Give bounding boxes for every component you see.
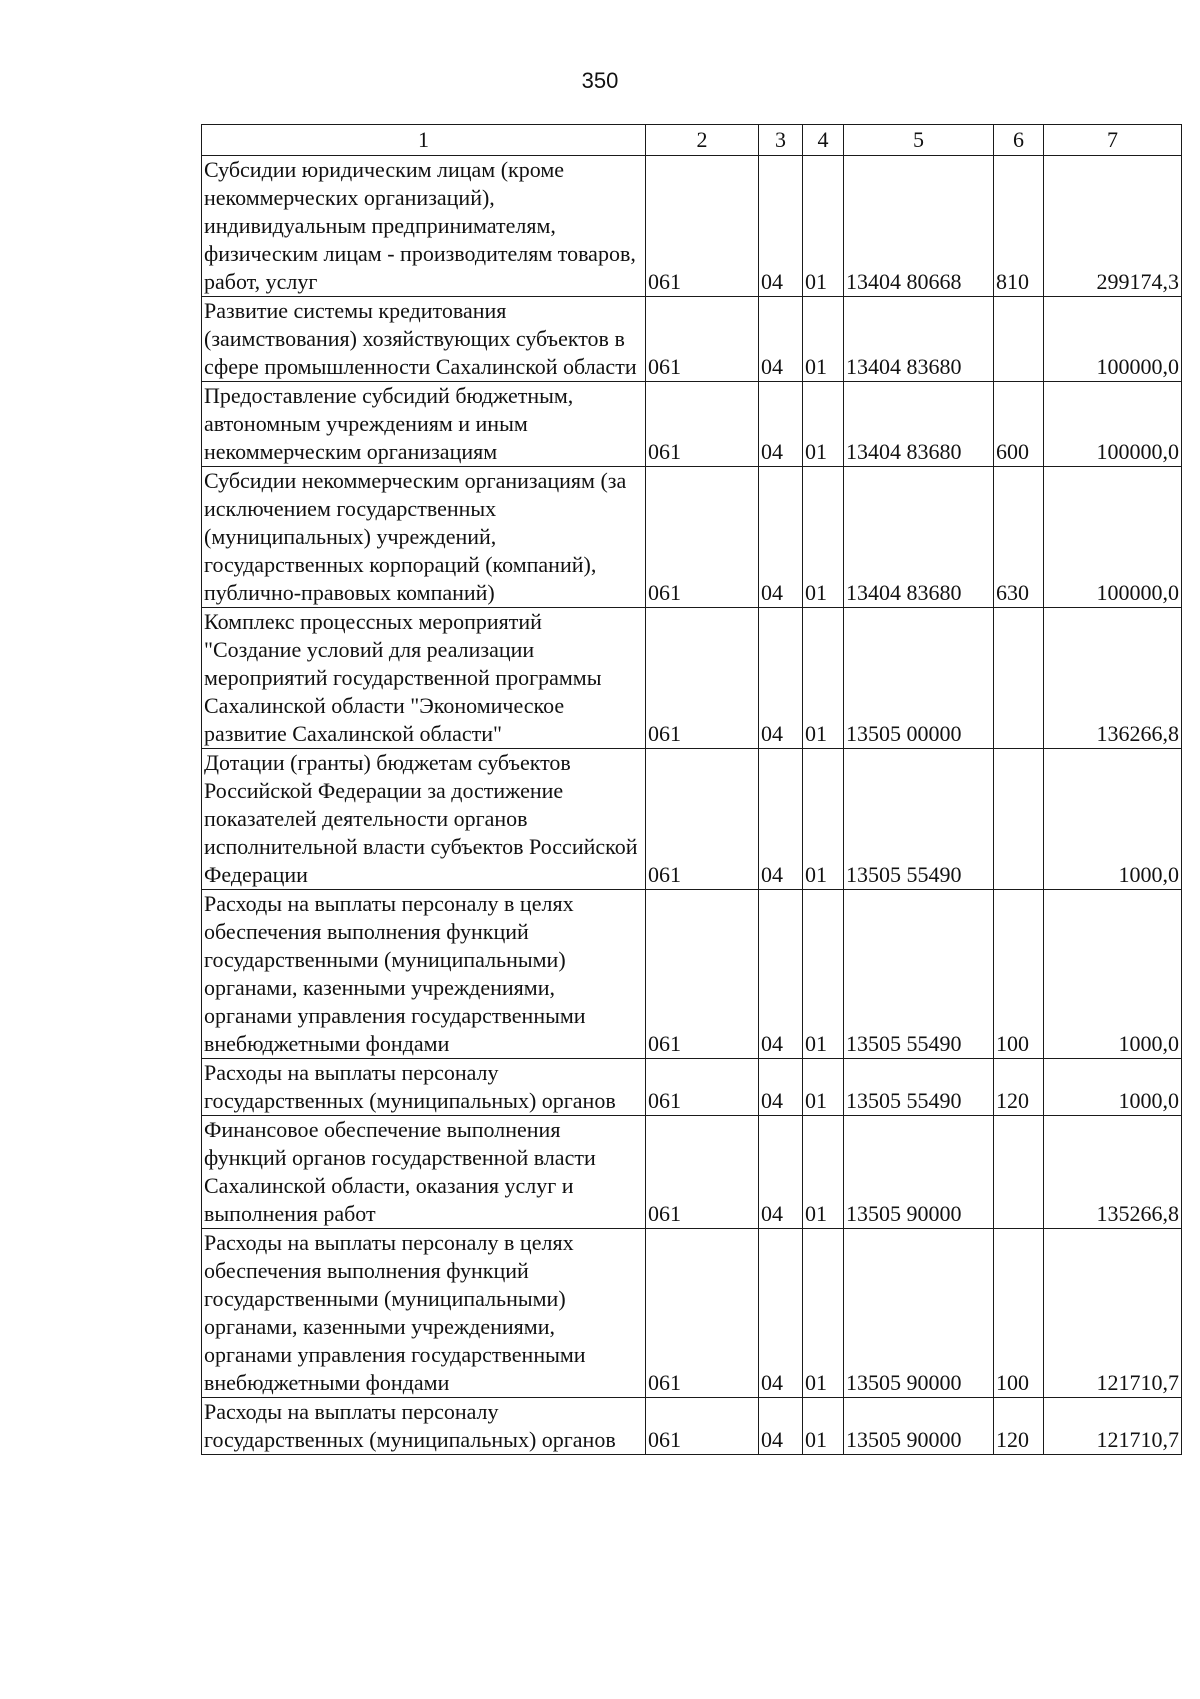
expense-name-cell: Дотации (гранты) бюджетам субъектов Российской Федерации за достижение показателей деятельности органов исполнительной власти субъектов Российской Федерации bbox=[202, 749, 646, 890]
ministry-code-cell: 061 bbox=[646, 297, 759, 382]
expense-type-cell: 120 bbox=[994, 1398, 1044, 1455]
column-header: 6 bbox=[994, 125, 1044, 156]
expense-type-cell bbox=[994, 1116, 1044, 1229]
target-article-cell: 13505 90000 bbox=[844, 1398, 994, 1455]
table-row bbox=[202, 382, 1182, 467]
table-body bbox=[202, 156, 1182, 1455]
column-header: 7 bbox=[1044, 125, 1182, 156]
ministry-code-cell: 061 bbox=[646, 1229, 759, 1398]
expense-name-cell: Финансовое обеспечение выполнения функций органов государственной власти Сахалинской области, оказания услуг и выполнения работ bbox=[202, 1116, 646, 1229]
amount-cell: 1000,0 bbox=[1044, 1059, 1182, 1116]
expense-name-cell: Расходы на выплаты персоналу государственных (муниципальных) органов bbox=[202, 1398, 646, 1455]
table-row bbox=[202, 1398, 1182, 1455]
section-code-cell: 04 bbox=[759, 1398, 803, 1455]
section-code-cell: 04 bbox=[759, 749, 803, 890]
amount-cell: 136266,8 bbox=[1044, 608, 1182, 749]
amount-cell: 121710,7 bbox=[1044, 1229, 1182, 1398]
ministry-code-cell: 061 bbox=[646, 382, 759, 467]
table-row bbox=[202, 749, 1182, 890]
target-article-cell: 13404 83680 bbox=[844, 382, 994, 467]
ministry-code-cell: 061 bbox=[646, 156, 759, 297]
table-row bbox=[202, 1059, 1182, 1116]
amount-cell: 121710,7 bbox=[1044, 1398, 1182, 1455]
ministry-code-cell: 061 bbox=[646, 749, 759, 890]
budget-table bbox=[201, 124, 1182, 1455]
amount-cell: 100000,0 bbox=[1044, 382, 1182, 467]
expense-name-cell: Субсидии некоммерческим организациям (за исключением государственных (муниципальных) учреждений, государственных корпораций (компаний), публично-правовых компаний) bbox=[202, 467, 646, 608]
target-article-cell: 13505 90000 bbox=[844, 1229, 994, 1398]
subsection-code-cell: 01 bbox=[803, 608, 844, 749]
amount-cell: 100000,0 bbox=[1044, 467, 1182, 608]
expense-type-cell: 630 bbox=[994, 467, 1044, 608]
expense-name-cell: Субсидии юридическим лицам (кроме некоммерческих организаций), индивидуальным предпринимателям, физическим лицам - производителям товаров, работ, услуг bbox=[202, 156, 646, 297]
subsection-code-cell: 01 bbox=[803, 890, 844, 1059]
expense-type-cell: 100 bbox=[994, 890, 1044, 1059]
subsection-code-cell: 01 bbox=[803, 1229, 844, 1398]
amount-cell: 299174,3 bbox=[1044, 156, 1182, 297]
ministry-code-cell: 061 bbox=[646, 608, 759, 749]
expense-type-cell: 600 bbox=[994, 382, 1044, 467]
expense-type-cell: 120 bbox=[994, 1059, 1044, 1116]
section-code-cell: 04 bbox=[759, 156, 803, 297]
subsection-code-cell: 01 bbox=[803, 749, 844, 890]
page-number: 350 bbox=[581, 68, 619, 93]
expense-type-cell: 810 bbox=[994, 156, 1044, 297]
table-row bbox=[202, 467, 1182, 608]
expense-type-cell bbox=[994, 608, 1044, 749]
section-code-cell: 04 bbox=[759, 1229, 803, 1398]
table-row bbox=[202, 1229, 1182, 1398]
subsection-code-cell: 01 bbox=[803, 1116, 844, 1229]
subsection-code-cell: 01 bbox=[803, 297, 844, 382]
expense-name-cell: Расходы на выплаты персоналу государственных (муниципальных) органов bbox=[202, 1059, 646, 1116]
column-header: 4 bbox=[803, 125, 844, 156]
table-row bbox=[202, 608, 1182, 749]
expense-type-cell bbox=[994, 297, 1044, 382]
table-row bbox=[202, 297, 1182, 382]
target-article-cell: 13505 55490 bbox=[844, 890, 994, 1059]
subsection-code-cell: 01 bbox=[803, 1398, 844, 1455]
section-code-cell: 04 bbox=[759, 467, 803, 608]
section-code-cell: 04 bbox=[759, 297, 803, 382]
expense-name-cell: Расходы на выплаты персоналу в целях обеспечения выполнения функций государственными (муниципальными) органами, казенными учреждениями, органами управления государственными внебюджетными фондами bbox=[202, 1229, 646, 1398]
amount-cell: 135266,8 bbox=[1044, 1116, 1182, 1229]
subsection-code-cell: 01 bbox=[803, 467, 844, 608]
header-row bbox=[202, 125, 1182, 156]
ministry-code-cell: 061 bbox=[646, 467, 759, 608]
ministry-code-cell: 061 bbox=[646, 890, 759, 1059]
target-article-cell: 13404 83680 bbox=[844, 297, 994, 382]
target-article-cell: 13505 00000 bbox=[844, 608, 994, 749]
amount-cell: 1000,0 bbox=[1044, 890, 1182, 1059]
section-code-cell: 04 bbox=[759, 1116, 803, 1229]
table-row bbox=[202, 156, 1182, 297]
section-code-cell: 04 bbox=[759, 1059, 803, 1116]
expense-name-cell: Комплекс процессных мероприятий "Создание условий для реализации мероприятий государственной программы Сахалинской области "Экономическое развитие Сахалинской области" bbox=[202, 608, 646, 749]
expense-name-cell: Предоставление субсидий бюджетным, автономным учреждениям и иным некоммерческим организациям bbox=[202, 382, 646, 467]
target-article-cell: 13505 55490 bbox=[844, 1059, 994, 1116]
subsection-code-cell: 01 bbox=[803, 156, 844, 297]
target-article-cell: 13505 55490 bbox=[844, 749, 994, 890]
amount-cell: 100000,0 bbox=[1044, 297, 1182, 382]
section-code-cell: 04 bbox=[759, 608, 803, 749]
ministry-code-cell: 061 bbox=[646, 1398, 759, 1455]
amount-cell: 1000,0 bbox=[1044, 749, 1182, 890]
column-header: 3 bbox=[759, 125, 803, 156]
section-code-cell: 04 bbox=[759, 382, 803, 467]
column-header: 1 bbox=[202, 125, 646, 156]
expense-name-cell: Расходы на выплаты персоналу в целях обеспечения выполнения функций государственными (муниципальными) органами, казенными учреждениями, органами управления государственными внебюджетными фондами bbox=[202, 890, 646, 1059]
ministry-code-cell: 061 bbox=[646, 1116, 759, 1229]
table-row bbox=[202, 890, 1182, 1059]
table-row bbox=[202, 1116, 1182, 1229]
ministry-code-cell: 061 bbox=[646, 1059, 759, 1116]
target-article-cell: 13404 80668 bbox=[844, 156, 994, 297]
expense-name-cell: Развитие системы кредитования (заимствования) хозяйствующих субъектов в сфере промышленности Сахалинской области bbox=[202, 297, 646, 382]
subsection-code-cell: 01 bbox=[803, 1059, 844, 1116]
expense-type-cell bbox=[994, 749, 1044, 890]
target-article-cell: 13404 83680 bbox=[844, 467, 994, 608]
column-header: 2 bbox=[646, 125, 759, 156]
section-code-cell: 04 bbox=[759, 890, 803, 1059]
expense-type-cell: 100 bbox=[994, 1229, 1044, 1398]
target-article-cell: 13505 90000 bbox=[844, 1116, 994, 1229]
column-header: 5 bbox=[844, 125, 994, 156]
subsection-code-cell: 01 bbox=[803, 382, 844, 467]
